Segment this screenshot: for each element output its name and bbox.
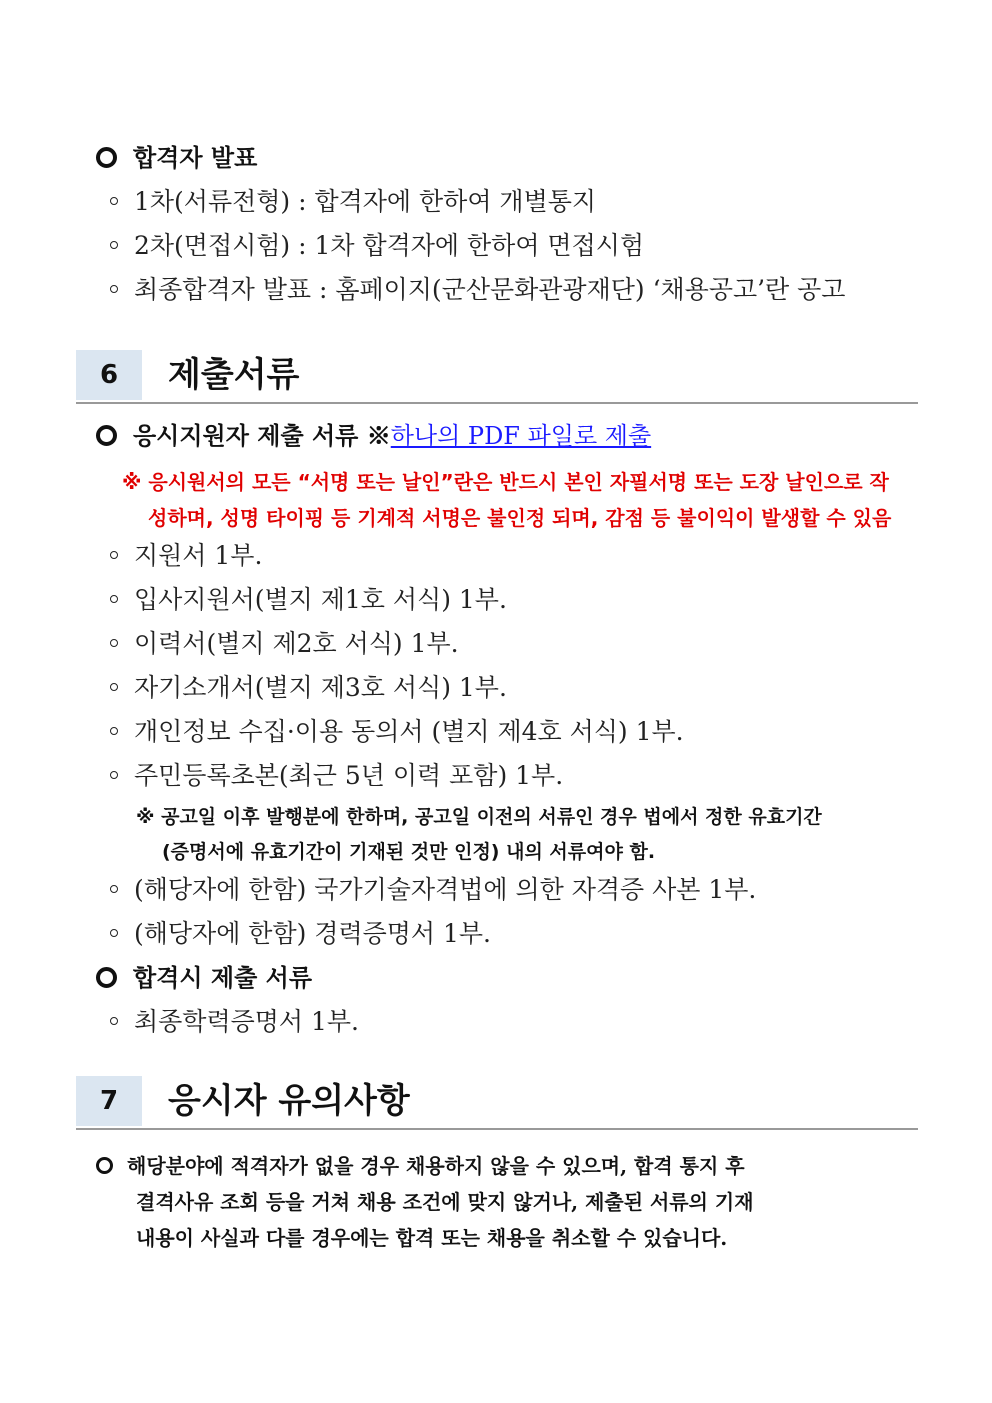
circle-bullet-icon [96, 425, 117, 446]
doc-item-1: 지원서 1부. [110, 536, 262, 572]
black-note-line-2: (증명서에 유효기간이 기재된 것만 인정) 내의 서류여야 함. [162, 841, 656, 863]
small-circle-bullet-icon [110, 771, 118, 779]
small-circle-bullet-icon [110, 885, 118, 893]
small-circle-bullet-icon [110, 639, 118, 647]
announce-item-2: 2차(면접시험) : 1차 합격자에 한하여 면접시험 [110, 226, 644, 262]
small-circle-bullet-icon [110, 929, 118, 937]
red-note-line-2: 성하며, 성명 타이핑 등 기계적 서명은 불인정 되며, 감점 등 불이익이 발생할 수 있음 [148, 506, 892, 530]
small-circle-bullet-icon [110, 551, 118, 559]
small-circle-bullet-icon [110, 595, 118, 603]
section-7-header [76, 1076, 918, 1126]
doc-item-6: 주민등록초본(최근 5년 이력 포함) 1부. [110, 756, 563, 792]
notice-line-1: 해당분야에 적격자가 없을 경우 채용하지 않을 수 있으며, 합격 통지 후 [96, 1150, 745, 1179]
final-docs-heading: 합격시 제출 서류 [96, 958, 312, 993]
doc-item-7: (해당자에 한함) 국가기술자격법에 의한 자격증 사본 1부. [110, 870, 756, 906]
section-number: 7 [76, 1076, 142, 1126]
section-number: 6 [76, 350, 142, 400]
announce-item-3: 최종합격자 발표 : 홈페이지(군산문화관광재단) ‘채용공고’란 공고 [110, 270, 845, 306]
small-circle-bullet-icon [110, 1017, 118, 1025]
pdf-submission-link[interactable]: 하나의 PDF 파일로 제출 [390, 422, 652, 450]
small-circle-bullet-icon [110, 727, 118, 735]
red-note-line-1: ※ 응시원서의 모든 “서명 또는 날인”란은 반드시 본인 자필서명 또는 도장 날인으로 작 [122, 470, 889, 494]
section-divider [76, 402, 918, 404]
small-circle-bullet-icon [110, 197, 118, 205]
section-6-header [76, 350, 918, 400]
doc-item-4: 자기소개서(별지 제3호 서식) 1부. [110, 668, 507, 704]
applicant-docs-heading: 응시지원자 제출 서류 ※하나의 PDF 파일로 제출 [96, 416, 651, 451]
circle-bullet-icon [96, 967, 117, 988]
doc-item-2: 입사지원서(별지 제1호 서식) 1부. [110, 580, 507, 616]
doc-item-3: 이력서(별지 제2호 서식) 1부. [110, 624, 459, 660]
section-divider [76, 1128, 918, 1130]
announce-item-1: 1차(서류전형) : 합격자에 한하여 개별통지 [110, 182, 596, 218]
notice-line-3: 내용이 사실과 다를 경우에는 합격 또는 채용을 취소할 수 있습니다. [136, 1226, 728, 1250]
black-note-line-1: ※ 공고일 이후 발행분에 한하며, 공고일 이전의 서류인 경우 법에서 정한 유효기간 [136, 806, 822, 828]
section-title: 응시자 유의사항 [168, 1081, 410, 1121]
small-circle-bullet-icon [110, 285, 118, 293]
section-title: 제출서류 [168, 355, 300, 395]
notice-line-2: 결격사유 조회 등을 거쳐 채용 조건에 맞지 않거나, 제출된 서류의 기재 [136, 1190, 754, 1214]
doc-item-8: (해당자에 한함) 경력증명서 1부. [110, 914, 491, 950]
circle-bullet-icon [96, 147, 117, 168]
doc-item-5: 개인정보 수집·이용 동의서 (별지 제4호 서식) 1부. [110, 712, 684, 748]
small-circle-bullet-icon [110, 683, 118, 691]
circle-bullet-icon [96, 1157, 113, 1174]
final-doc-item-1: 최종학력증명서 1부. [110, 1002, 359, 1038]
announce-heading: 합격자 발표 [96, 138, 257, 173]
small-circle-bullet-icon [110, 241, 118, 249]
